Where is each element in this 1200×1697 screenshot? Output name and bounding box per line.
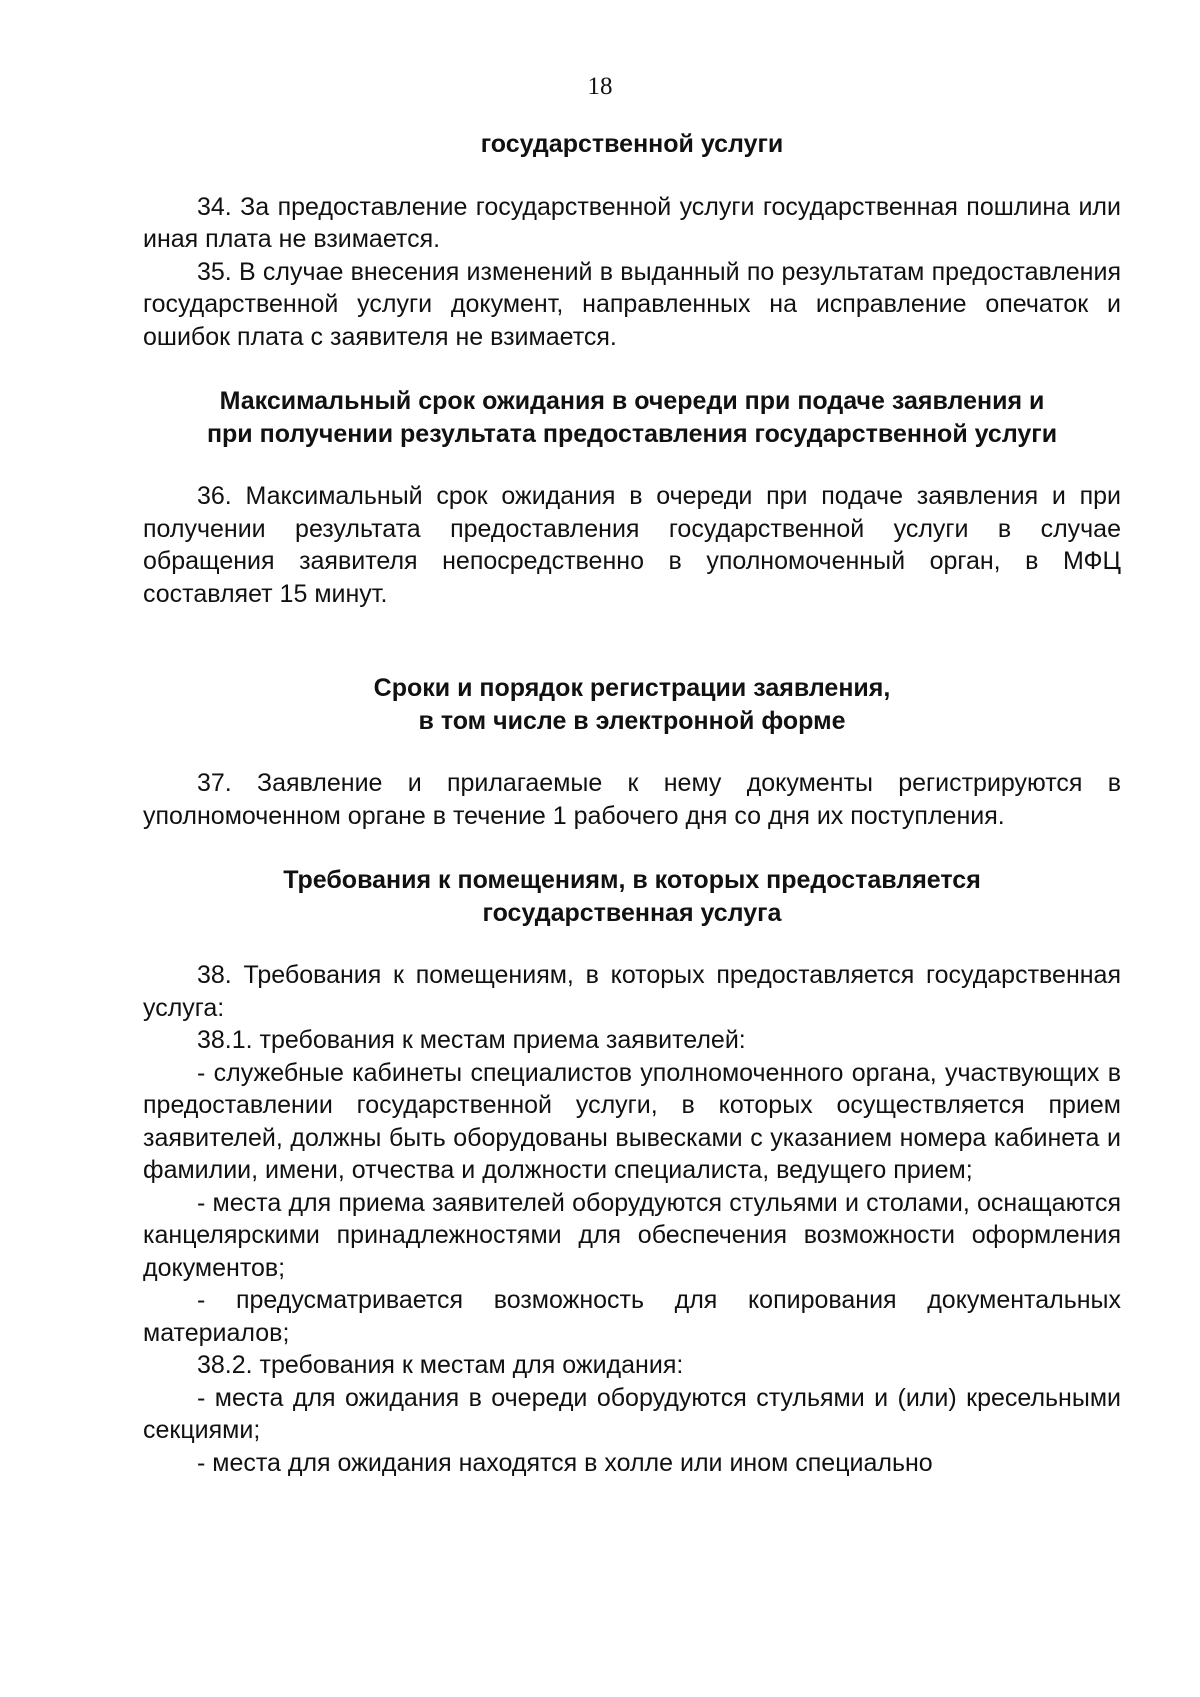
list-item-38-1-a: - служебные кабинеты специалистов уполномоченного органа, участвующих в предоставлении государственной услуги, в которых осуществляется прием заявителей, должны быть оборудованы вывесками с указанием номера кабинета и фамилии, имени, отчества и должности специалиста, ведущего прием; <box>143 1058 1121 1184</box>
paragraph-38-2: 38.2. требования к местам для ожидания: <box>197 1351 684 1379</box>
list-item-38-1-b: - места для приема заявителей оборудуются стульями и столами, оснащаются канцелярскими принадлежностями для обеспечения возможности оформления документов; <box>143 1188 1121 1282</box>
page-number: 18 <box>587 73 613 100</box>
heading-line: при получении результата предоставления государственной услуги <box>206 419 1058 448</box>
paragraph-38: 38. Требования к помещениям, в которых предоставляется государственная услуга: <box>143 961 1121 1022</box>
paragraph-35: 35. В случае внесения изменений в выданный по результатам предоставления государственной услуги документ, направленных на исправление опечаток и ошибок плата с заявителя не взимается. <box>143 257 1121 351</box>
document-body <box>143 128 1121 1479</box>
paragraph-38-1: 38.1. требования к местам приема заявителей: <box>197 1026 746 1054</box>
heading-line: Максимальный срок ожидания в очереди при подаче заявления и <box>219 387 1045 415</box>
list-item-38-2-a: - места для ожидания в очереди оборудуются стульями и (или) кресельными секциями; <box>143 1383 1121 1444</box>
paragraph-34: 34. За предоставление государственной услуги государственная пошлина или иная плата не взимается. <box>143 192 1121 253</box>
list-item-38-2-b: - места для ожидания находятся в холле или ином специально <box>197 1448 933 1477</box>
heading-line: Сроки и порядок регистрации заявления, <box>373 674 891 702</box>
heading-line: в том числе в электронной форме <box>418 706 846 735</box>
section-heading-continued: государственной услуги <box>480 130 784 158</box>
list-item-38-1-c: - предусматривается возможность для копирования документальных материалов; <box>143 1286 1121 1347</box>
heading-line: государственная услуга <box>482 898 782 927</box>
heading-registration <box>143 672 1121 737</box>
heading-waiting-time <box>143 385 1121 450</box>
heading-premises <box>143 864 1121 929</box>
paragraph-37: 37. Заявление и прилагаемые к нему документы регистрируются в уполномоченном органе в течение 1 рабочего дня со дня их поступления. <box>143 769 1121 830</box>
paragraph-36: 36. Максимальный срок ожидания в очереди при подаче заявления и при получении результата предоставления государственной услуги в случае обращения заявителя непосредственно в уполномоченный орган, в МФЦ составляет 15 минут. <box>143 482 1121 608</box>
heading-line: Требования к помещениям, в которых предоставляется <box>283 866 981 894</box>
